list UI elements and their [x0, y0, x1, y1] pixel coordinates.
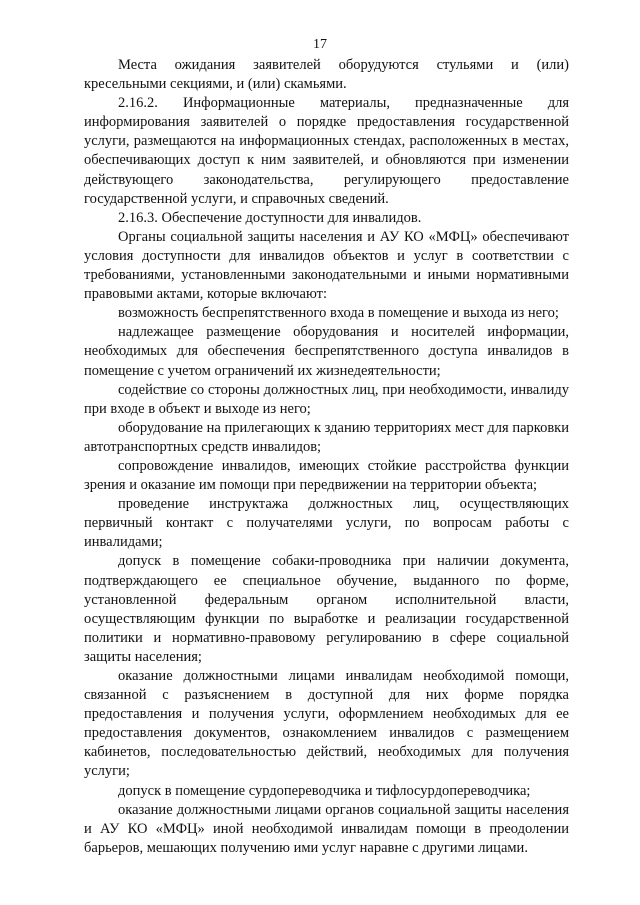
list-item-escort-vision: сопровождение инвалидов, имеющих стойкие расстройства функции зрения и оказание им помощи при передвижении на территории объекта; [84, 457, 569, 494]
list-item-entrance-exit: возможность беспрепятственного входа в помещение и выхода из него; [118, 305, 559, 322]
list-item-staff-assistance: содействие со стороны должностных лиц, при необходимости, инвалиду при входе в объект и выходе из него; [84, 381, 569, 417]
list-item-equipment-placement: надлежащее размещение оборудования и носителей информации, необходимых для обеспечения беспрепятственного доступа инвалидов в помещение с учетом ограничений их жизнедеятельности; [84, 324, 569, 379]
list-item-explanation-help: оказание должностными лицами инвалидам необходимой помощи, связанной с разъяснением в доступной для них форме порядка предоставления и получения услуги, оформлением необходимых для ее предоставления документов, ознакомлением инвалидов с размещением кабинетов, последовательностью действий, необходимых для получения услуги; [84, 668, 569, 780]
paragraph-accessibility-conditions: Органы социальной защиты населения и АУ КО «МФЦ» обеспечивают условия доступности для инвалидов объектов и услуг в соответствии с требованиями, установленными законодательными и иными нормативными правовыми актами, которые включают: [84, 228, 569, 303]
paragraph-waiting-areas: Места ожидания заявителей оборудуются стульями и (или) кресельными секциями, и (или) скамьями. [84, 57, 569, 93]
list-item-guide-dog: допуск в помещение собаки-проводника при наличии документа, подтверждающего ее специальное обучение, выданного по форме, установленной федеральным органом исполнительной власти, осуществляющим функции по выработке и реализации государственной политики и нормативно-правовому регулированию в сфере социальной защиты населения; [84, 553, 569, 665]
list-item-staff-briefing: проведение инструктажа должностных лиц, осуществляющих первичный контакт с получателями услуги, по вопросам работы с инвалидами; [84, 496, 569, 551]
list-item-sign-interpreter: допуск в помещение сурдопереводчика и тифлосурдопереводчика; [118, 782, 531, 799]
paragraph-2-16-2: 2.16.2. Информационные материалы, предназначенные для информирования заявителей о порядке предоставления государственной услуги, размещаются на информационных стендах, расположенных в местах, обеспечивающих доступ к ним заявителей, и обновляются при изменении действующего законодательства, регулирующего предоставление государственной услуги, и справочных сведений. [84, 95, 569, 207]
list-item-barrier-help: оказание должностными лицами органов социальной защиты населения и АУ КО «МФЦ» иной необходимой инвалидам помощи в преодолении барьеров, мешающих получению ими услуг наравне с другими лицами. [84, 801, 569, 856]
list-item-parking: оборудование на прилегающих к зданию территориях мест для парковки автотранспортных средств инвалидов; [84, 419, 569, 455]
body-text [84, 56, 569, 858]
paragraph-2-16-3-heading: 2.16.3. Обеспечение доступности для инвалидов. [118, 209, 422, 226]
page-number: 17 [313, 37, 327, 52]
